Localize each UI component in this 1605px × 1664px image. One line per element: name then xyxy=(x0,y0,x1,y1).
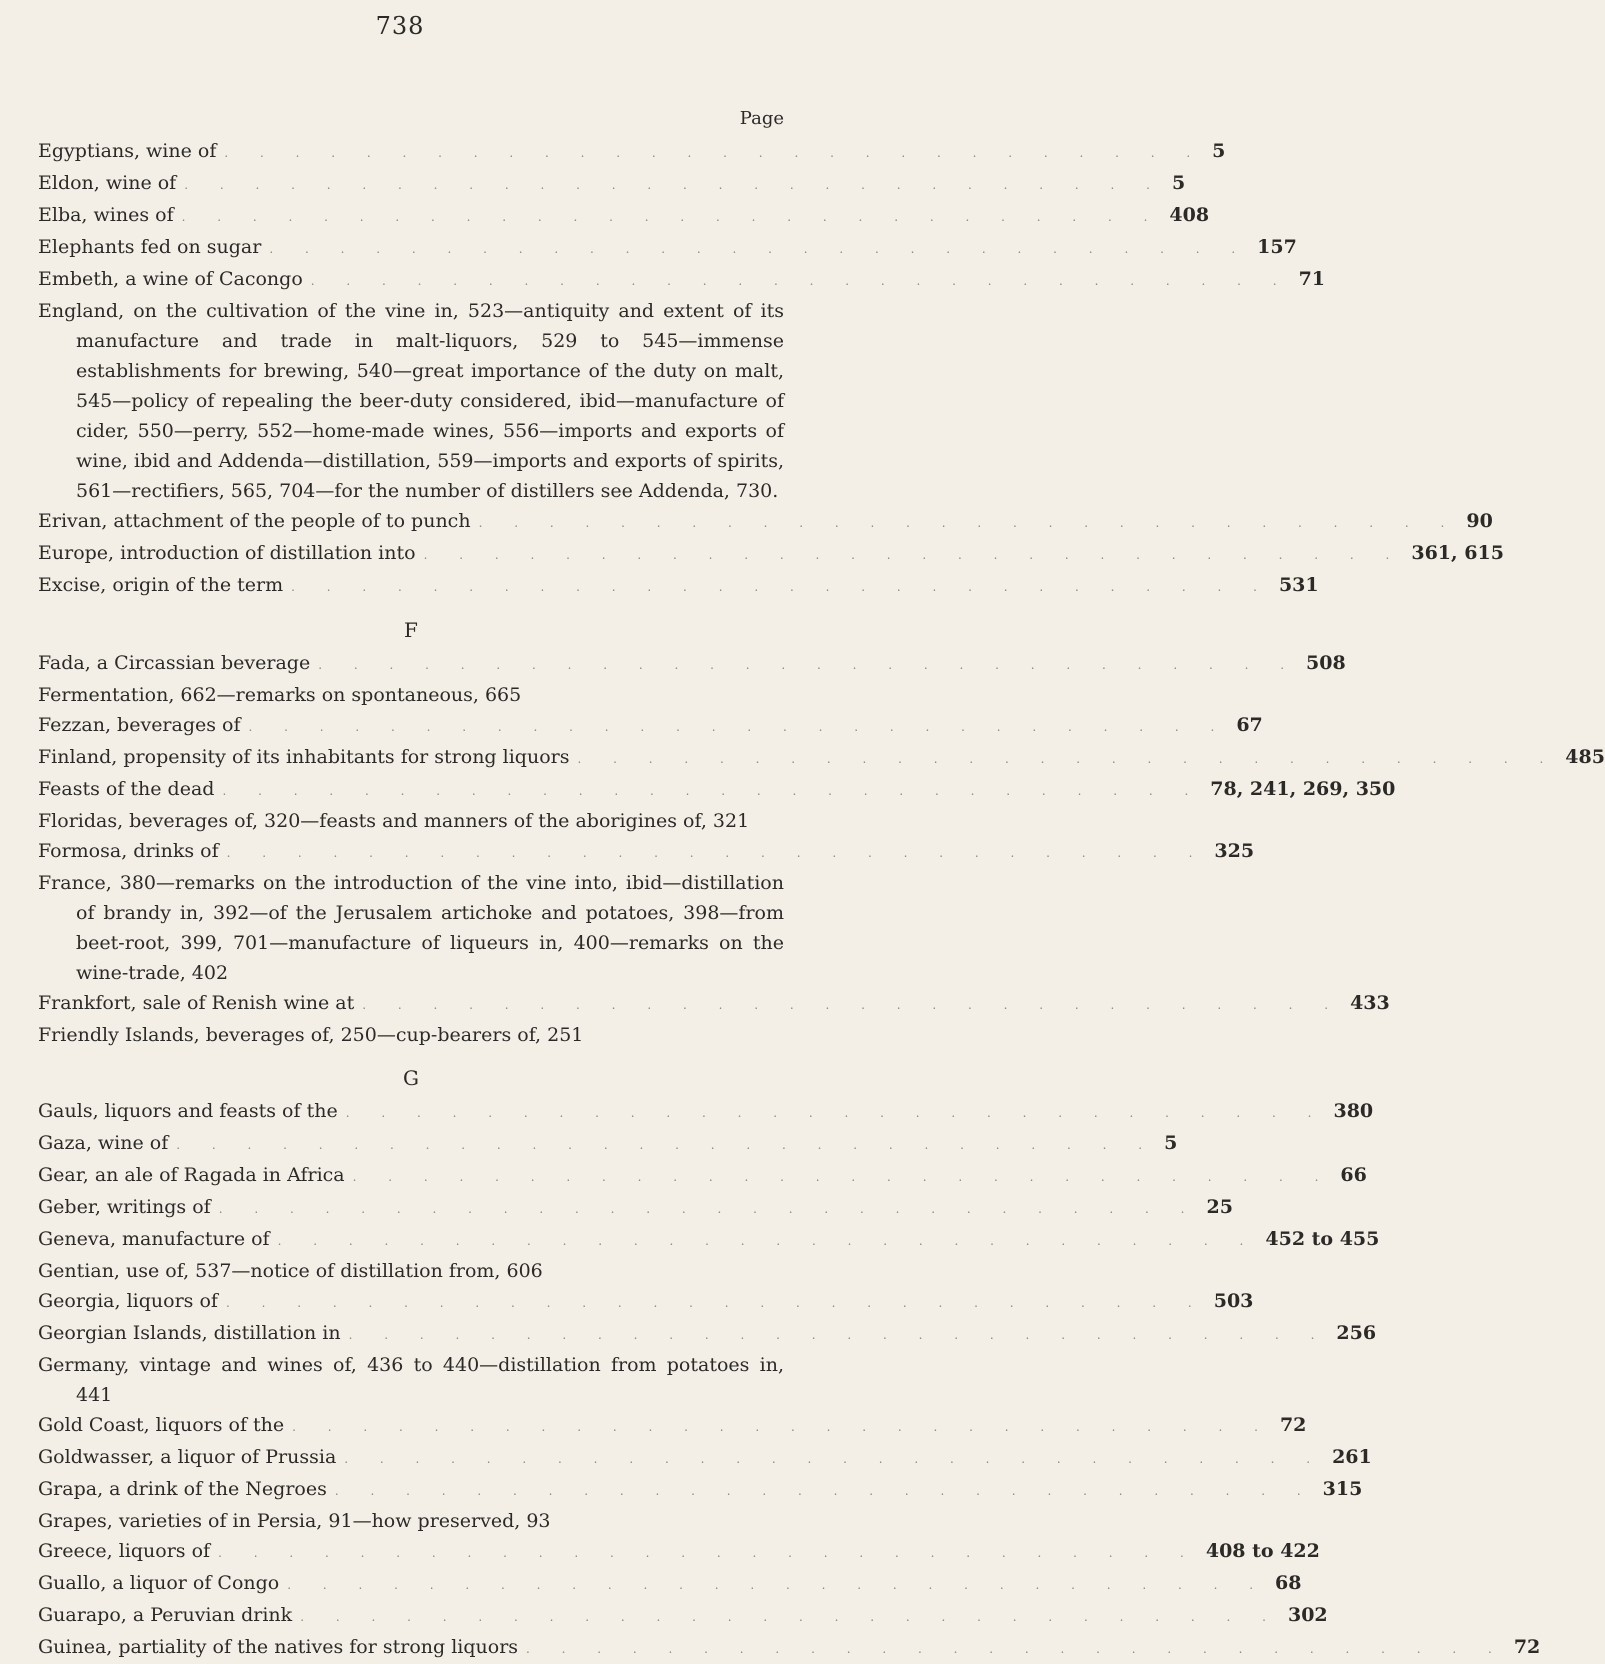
index-entry xyxy=(38,506,1493,538)
entry-page: 315 xyxy=(1322,1478,1363,1500)
entries-f2 xyxy=(38,710,1605,806)
section-letter-g: G xyxy=(403,1066,419,1090)
index-entry xyxy=(38,1632,1541,1664)
entries-f4 xyxy=(38,988,1390,1020)
entry-name: Grapa, a drink of the Negroes xyxy=(38,1478,327,1500)
entries-f3 xyxy=(38,836,1255,868)
entry-name: Eldon, wine of xyxy=(38,172,177,194)
entry-page: 380 xyxy=(1333,1100,1374,1122)
entry-name: Fezzan, beverages of xyxy=(38,714,241,736)
entry-friendly-islands: Friendly Islands, beverages of, 250—cup-bearers of, 251 xyxy=(38,1024,584,1046)
dot-leader: . . . . . . . . . . . . . . . . . . . . . . . . . . . . xyxy=(277,1234,1258,1248)
index-entry xyxy=(38,1224,1380,1256)
dot-leader: . . . . . . . . . . . . . . . . . . . . . . . . . . . . xyxy=(348,1328,1329,1342)
entry-germany: Germany, vintage and wines of, 436 to 440—distillation from potatoes in, 441 xyxy=(38,1354,784,1406)
entry-name: Goldwasser, a liquor of Prussia xyxy=(38,1446,337,1468)
index-entry xyxy=(38,648,1346,680)
entry-page: 68 xyxy=(1275,1572,1302,1594)
entry-name: Finland, propensity of its inhabitants for strong liquors xyxy=(38,746,570,768)
entries-e2 xyxy=(38,506,1504,602)
index-entry xyxy=(38,1286,1254,1318)
entry-page: 78, 241, 269, 350 xyxy=(1210,778,1396,800)
page-number: 738 xyxy=(375,12,425,40)
index-entry xyxy=(38,232,1297,264)
dot-leader: . . . . . . . . . . . . . . . . . . . . . . . . . . . . xyxy=(184,178,1164,192)
entry-page: 361, 615 xyxy=(1411,542,1504,564)
entry-page: 408 to 422 xyxy=(1205,1540,1320,1562)
entry-page: 433 xyxy=(1350,992,1390,1014)
entry-name: Gear, an ale of Ragada in Africa xyxy=(38,1164,345,1186)
dot-leader: . . . . . . . . . . . . . . . . . . . . . . . . . . . . xyxy=(226,846,1207,860)
index-entry xyxy=(38,1160,1367,1192)
dot-leader: . . . . . . . . . . . . . . . . . . . . . . . . . . . . xyxy=(291,580,1271,594)
index-list xyxy=(38,136,1605,1664)
index-entry xyxy=(38,1096,1374,1128)
dot-leader: . . . . . . . . . . . . . . . . . . . . . . . . . . . . xyxy=(181,210,1162,224)
entry-name: Egyptians, wine of xyxy=(38,140,217,162)
entry-page: 531 xyxy=(1278,574,1319,596)
dot-leader: . . . . . . . . . . . . . . . . . . . . . . . . . . . . xyxy=(345,1106,1326,1120)
entry-name: Greece, liquors of xyxy=(38,1540,211,1562)
index-entry xyxy=(38,774,1396,806)
entry-name: Georgian Islands, distillation in xyxy=(38,1322,341,1344)
entry-page: 302 xyxy=(1287,1604,1328,1626)
index-entry xyxy=(38,570,1319,602)
entry-page: 408 xyxy=(1169,204,1210,226)
dot-leader: . . . . . . . . . . . . . . . . . . . . . . . . . . . . xyxy=(225,1296,1206,1310)
entry-name: Gauls, liquors and feasts of the xyxy=(38,1100,338,1122)
entry-name: Gold Coast, liquors of the xyxy=(38,1414,285,1436)
entries-g4 xyxy=(38,1536,1541,1664)
dot-leader: . . . . . . . . . . . . . . . . . . . . . . . . . . . . xyxy=(478,516,1459,530)
entry-gentian: Gentian, use of, 537—notice of distillation from, 606 xyxy=(38,1260,543,1282)
index-entry xyxy=(38,710,1263,742)
entry-name: Europe, introduction of distillation into xyxy=(38,542,416,564)
index-entry xyxy=(38,1536,1320,1568)
entries-f1 xyxy=(38,648,1346,680)
entries-g1 xyxy=(38,1096,1380,1256)
index-entry xyxy=(38,1410,1307,1442)
index-entry xyxy=(38,1128,1178,1160)
entry-page: 90 xyxy=(1466,510,1493,532)
dot-leader: . . . . . . . . . . . . . . . . . . . . . . . . . . . . xyxy=(310,274,1291,288)
entry-name: Erivan, attachment of the people of to punch xyxy=(38,510,471,532)
entry-name: Georgia, liquors of xyxy=(38,1290,218,1312)
entry-page: 72 xyxy=(1279,1414,1307,1436)
index-entry xyxy=(38,836,1255,868)
section-letter-f: F xyxy=(404,618,418,642)
entry-england: England, on the cultivation of the vine in, 523—antiquity and extent of its manufacture and trade in malt-liquors, 529 to 545—immense establishments for brewing, 540—great importance of the duty on malt, 545—policy of repealing the beer-duty considered, ibid—manufacture of cider, 550—perry, 552—home-made wines, 556—imports and exports of wine, ibid and Addenda—distillation, 559—imports and exports of spirits, 561—rectifiers, 565, 704—for the number of distillers see Addenda, 730. xyxy=(38,300,784,502)
entry-floridas: Floridas, beverages of, 320—feasts and manners of the aborigines of, 321 xyxy=(38,810,750,832)
entry-page: 503 xyxy=(1213,1290,1254,1312)
entry-name: Elephants fed on sugar xyxy=(38,236,262,258)
dot-leader: . . . . . . . . . . . . . . . . . . . . . . . . . . . . xyxy=(176,1138,1157,1152)
dot-leader: . . . . . . . . . . . . . . . . . . . . . . . . . . . . xyxy=(526,1642,1506,1656)
index-entry xyxy=(38,1318,1377,1350)
entry-grapes: Grapes, varieties of in Persia, 91—how preserved, 93 xyxy=(38,1510,551,1532)
index-entry xyxy=(38,1442,1372,1474)
entry-page: 5 xyxy=(1172,172,1186,194)
dot-leader: . . . . . . . . . . . . . . . . . . . . . . . . . . . . xyxy=(218,1202,1199,1216)
dot-leader: . . . . . . . . . . . . . . . . . . . . . . . . . . . . xyxy=(423,548,1404,562)
entry-page: 66 xyxy=(1340,1164,1367,1186)
dot-leader: . . . . . . . . . . . . . . . . . . . . . . . . . . . . xyxy=(362,998,1343,1012)
dot-leader: . . . . . . . . . . . . . . . . . . . . . . . . . . . . xyxy=(222,784,1203,798)
page-column-header: Page xyxy=(739,108,784,129)
entry-name: Geneva, manufacture of xyxy=(38,1228,270,1250)
entry-name: Formosa, drinks of xyxy=(38,840,219,862)
dot-leader: . . . . . . . . . . . . . . . . . . . . . . . . . . . . xyxy=(318,658,1299,672)
index-entry xyxy=(38,264,1326,296)
entry-name: Feasts of the dead xyxy=(38,778,215,800)
dot-leader: . . . . . . . . . . . . . . . . . . . . . . . . . . . . xyxy=(218,1546,1198,1560)
entry-page: 25 xyxy=(1206,1196,1233,1218)
index-entry xyxy=(38,1568,1302,1600)
dot-leader: . . . . . . . . . . . . . . . . . . . . . . . . . . . . xyxy=(269,242,1250,256)
index-entry xyxy=(38,988,1390,1020)
entry-name: Gaza, wine of xyxy=(38,1132,169,1154)
entry-page: 325 xyxy=(1214,840,1255,862)
entry-name: Embeth, a wine of Cacongo xyxy=(38,268,303,290)
entries-g3 xyxy=(38,1410,1372,1506)
entry-page: 508 xyxy=(1306,652,1346,674)
index-entry xyxy=(38,538,1504,570)
entry-page: 256 xyxy=(1336,1322,1377,1344)
entry-name: Guinea, partiality of the natives for strong liquors xyxy=(38,1636,519,1658)
entries-g2 xyxy=(38,1286,1377,1350)
index-entry xyxy=(38,742,1605,774)
entries-e xyxy=(38,136,1326,296)
entry-name: Elba, wines of xyxy=(38,204,174,226)
entry-name: Guarapo, a Peruvian drink xyxy=(38,1604,293,1626)
dot-leader: . . . . . . . . . . . . . . . . . . . . . . . . . . . . xyxy=(300,1610,1280,1624)
index-entry xyxy=(38,200,1210,232)
dot-leader: . . . . . . . . . . . . . . . . . . . . . . . . . . . . xyxy=(344,1452,1325,1466)
entry-page: 72 xyxy=(1513,1636,1541,1658)
index-entry xyxy=(38,1600,1328,1632)
index-entry xyxy=(38,1474,1363,1506)
entry-page: 452 to 455 xyxy=(1265,1228,1380,1250)
dot-leader: . . . . . . . . . . . . . . . . . . . . . . . . . . . . xyxy=(352,1170,1333,1184)
entry-france: France, 380—remarks on the introduction of the vine into, ibid—distillation of brandy in, 392—of the Jerusalem artichoke and potatoes, 398—from beet-root, 399, 701—manufacture of liqueurs in, 400—remarks on the wine-trade, 402 xyxy=(38,872,784,984)
entry-name: Guallo, a liquor of Congo xyxy=(38,1572,280,1594)
index-entry xyxy=(38,1192,1233,1224)
entry-page: 71 xyxy=(1298,268,1326,290)
entry-name: Geber, writings of xyxy=(38,1196,211,1218)
dot-leader: . . . . . . . . . . . . . . . . . . . . . . . . . . . . xyxy=(334,1484,1315,1498)
dot-leader: . . . . . . . . . . . . . . . . . . . . . . . . . . . . xyxy=(577,752,1558,766)
entry-name: Fada, a Circassian beverage xyxy=(38,652,311,674)
entry-name: Excise, origin of the term xyxy=(38,574,284,596)
entry-name: Frankfort, sale of Renish wine at xyxy=(38,992,355,1014)
dot-leader: . . . . . . . . . . . . . . . . . . . . . . . . . . . . xyxy=(248,720,1229,734)
index-entry xyxy=(38,168,1186,200)
entry-page: 5 xyxy=(1164,1132,1178,1154)
index-entry xyxy=(38,136,1226,168)
entry-fermentation: Fermentation, 662—remarks on spontaneous, 665 xyxy=(38,684,522,706)
entry-page: 261 xyxy=(1332,1446,1372,1468)
dot-leader: . . . . . . . . . . . . . . . . . . . . . . . . . . . . xyxy=(224,146,1205,160)
entry-page: 485 xyxy=(1565,746,1605,768)
entry-page: 67 xyxy=(1236,714,1263,736)
entry-page: 157 xyxy=(1257,236,1297,258)
entry-page: 5 xyxy=(1212,140,1226,162)
dot-leader: . . . . . . . . . . . . . . . . . . . . . . . . . . . . xyxy=(287,1578,1268,1592)
dot-leader: . . . . . . . . . . . . . . . . . . . . . . . . . . . . xyxy=(292,1420,1272,1434)
